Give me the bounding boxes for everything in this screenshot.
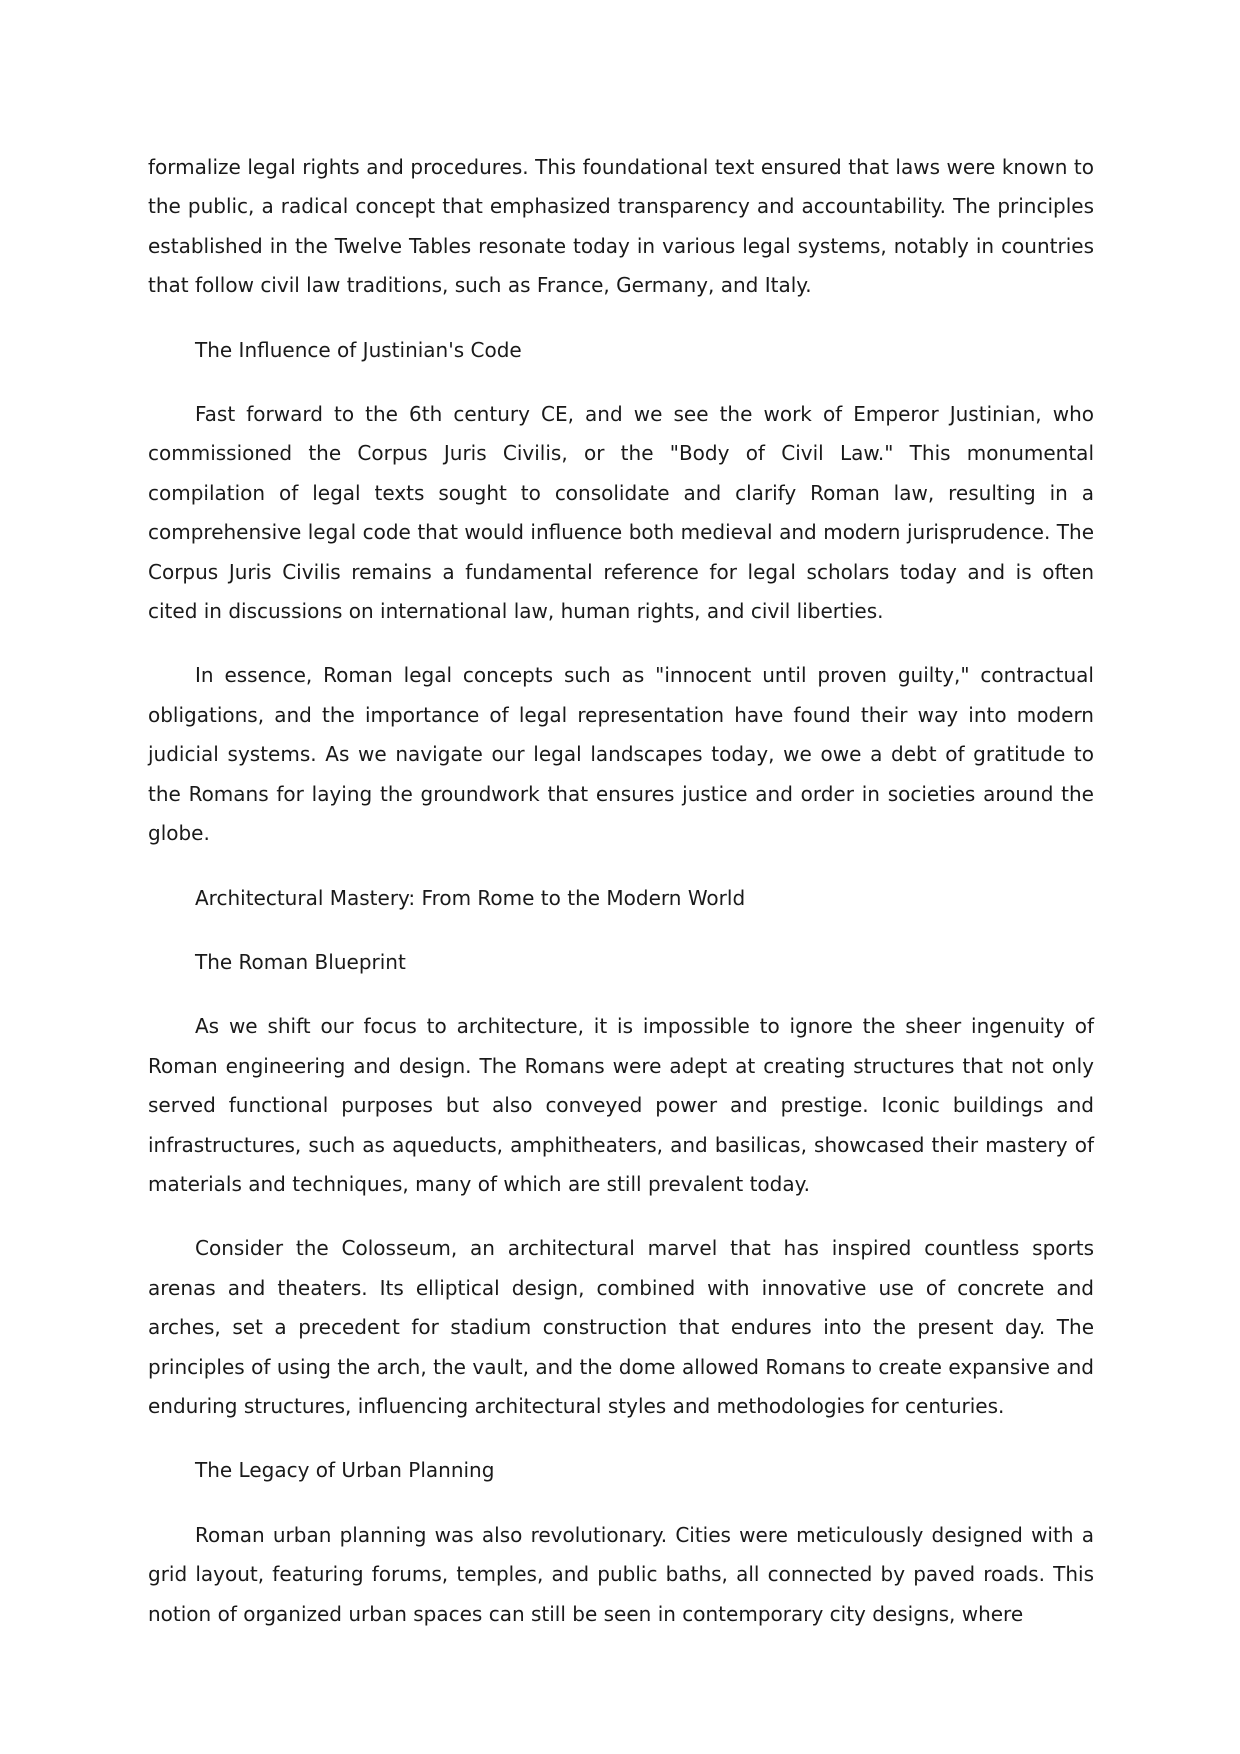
document-body [148,148,1094,1659]
section-heading-urban-planning: The Legacy of Urban Planning [195,1458,495,1483]
section-heading-architectural-mastery: Architectural Mastery: From Rome to the Modern World [195,885,746,910]
paragraph-urban-planning: Roman urban planning was also revolutionary. Cities were meticulously designed with a grid layout, featuring forums, temples, and public baths, all connected by paved roads. This notion of organized urban spaces can still be seen in contemporary city designs, where [148,1522,1094,1626]
section-heading-justinian-code: The Influence of Justinian's Code [195,337,522,362]
paragraph-corpus-juris-civilis: Fast forward to the 6th century CE, and we see the work of Emperor Justinian, who commissioned the Corpus Juris Civilis, or the "Body of Civil Law." This monumental compilation of legal texts sought to consolidate and clarify Roman law, resulting in a comprehensive legal code that would influence both medieval and modern jurisprudence. The Corpus Juris Civilis remains a fundamental reference for legal scholars today and is often cited in discussions on international law, human rights, and civil liberties. [148,402,1094,624]
paragraph-roman-engineering: As we shift our focus to architecture, it is impossible to ignore the sheer ingenuity of Roman engineering and design. The Romans were adept at creating structures that not only served functional purposes but also conveyed power and prestige. Iconic buildings and infrastructures, such as aqueducts, amphitheaters, and basilicas, showcased their mastery of materials and techniques, many of which are still prevalent today. [148,1014,1094,1196]
section-heading-roman-blueprint: The Roman Blueprint [195,949,406,974]
paragraph-colosseum: Consider the Colosseum, an architectural marvel that has inspired countless sports arenas and theaters. Its elliptical design, combined with innovative use of concrete and arches, set a precedent for stadium construction that endures into the present day. The principles of using the arch, the vault, and the dome allowed Romans to create expansive and enduring structures, influencing architectural styles and methodologies for centuries. [148,1236,1094,1418]
paragraph-roman-legal-concepts: In essence, Roman legal concepts such as "innocent until proven guilty," contractual obligations, and the importance of legal representation have found their way into modern judicial systems. As we navigate our legal landscapes today, we owe a debt of gratitude to the Romans for laying the groundwork that ensures justice and order in societies around the globe. [148,663,1094,846]
paragraph-twelve-tables-continued: formalize legal rights and procedures. This foundational text ensured that laws were known to the public, a radical concept that emphasized transparency and accountability. The principles established in the Twelve Tables resonate today in various legal systems, notably in countries that follow civil law traditions, such as France, Germany, and Italy. [148,155,1094,298]
